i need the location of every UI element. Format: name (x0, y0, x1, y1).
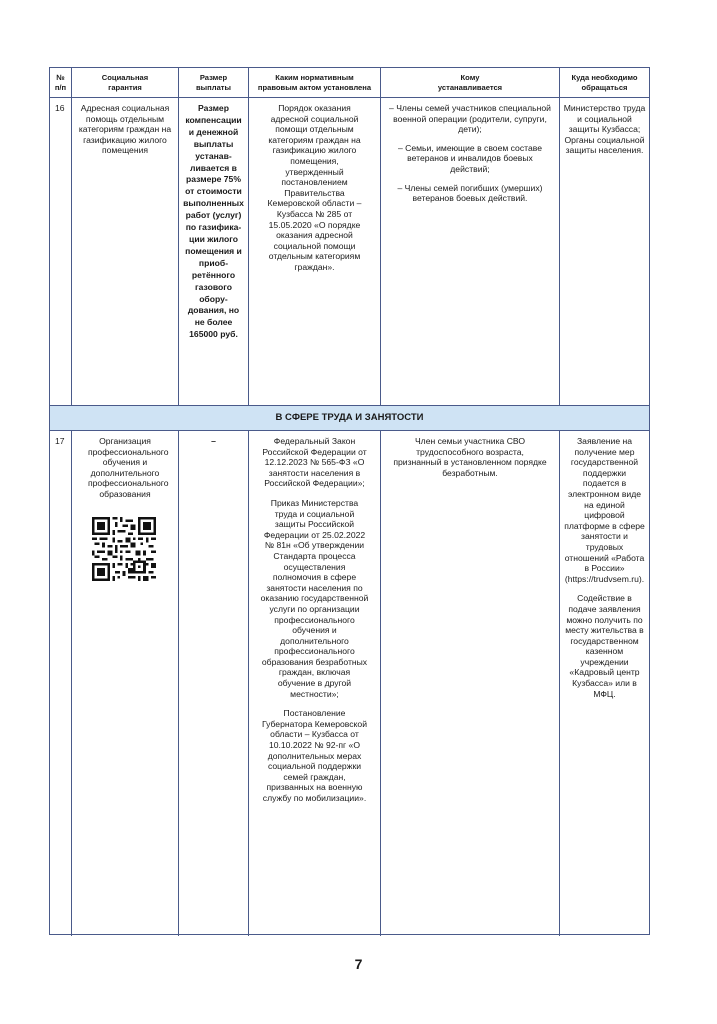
where-paragraph: Заявление на получение мер государственной поддержки подается в электронном виде на единой цифровой платформе в сфере занятости и трудовых отношений «Работа в России» (https://trudvsem.ru). (564, 436, 645, 584)
row16-num: 16 (55, 103, 65, 113)
row16-where: Министерство труда и социальной защиты Кузбасса; Органы социальной защиты населения. (563, 103, 646, 156)
benefits-table (49, 67, 650, 935)
header-num: № п/п (54, 73, 67, 92)
row16-guarantee: Адресная социальная помощь отдельным категориям граждан на газификацию жилого помещения (78, 103, 172, 156)
column-divider (71, 68, 72, 936)
header-act: Каким нормативным правовым актом установлена (257, 73, 372, 92)
header-divider (50, 97, 649, 98)
row16-amount: Размер компенсации и денежной выплаты устанавливается в размере 75% от стоимости выполненных работ (услуг) по газификации жилого помещения и приобретённого газового оборудования, но не более 165000 руб. (183, 103, 244, 340)
whom-item: – Члены семей участников специальной военной операции (родители, супруги, дети); (389, 103, 551, 135)
act-paragraph: Приказ Министерства труда и социальной защиты Российской Федерации от 25.02.2022 № 81н «Об утверждении Стандарта процесса осуществления полномочия в сфере занятости населения по оказанию государственной услуги по организации профессионального обучения и дополнительного профессионального образования безработных граждан, включая обучение в другой местности»; (260, 497, 369, 699)
row17-num: 17 (55, 436, 65, 446)
row17-amount: – (211, 436, 216, 446)
page-number: 7 (354, 956, 363, 972)
row17-whom: Член семьи участника СВО трудоспособного возраста, признанный в установленном порядке безработным. (393, 436, 547, 478)
header-guarantee: Социальная гарантия (101, 73, 149, 92)
row17-act (249, 434, 380, 815)
whom-item: – Семьи, имеющие в своем составе ветеранов и инвалидов боевых действий; (398, 142, 542, 174)
header-amount: Размер выплаты (196, 73, 231, 92)
row17-guarantee: Организация профессионального обучения и дополнительного профессионального образования (88, 436, 169, 499)
row16-act: Порядок оказания адресной социальной помощи отдельным категориям граждан на газификацию жилого помещения, утвержденный постановлением Правительства Кемеровской области – Кузбасса № 285 от 15.05.2020 «О порядке оказания адресной социальной помощи отдельным категориям граждан». (267, 103, 362, 272)
where-paragraph: Содействие в подаче заявления можно получить по месту жительства в государственном казенном учреждении «Кадровый центр Кузбасса» или в МФЦ. (565, 593, 644, 699)
row17-where (560, 434, 649, 710)
header-where: Куда необходимо обращаться (571, 73, 638, 92)
section-heading: В СФЕРЕ ТРУДА И ЗАНЯТОСТИ (50, 405, 649, 431)
qr-code (92, 517, 156, 581)
header-whom: Кому устанавливается (437, 73, 503, 92)
row16-whom (381, 101, 559, 214)
whom-item: – Члены семей погибших (умерших) ветеранов боевых действий. (397, 182, 543, 204)
act-paragraph: Федеральный Закон Российской Федерации от 12.12.2023 № 565-ФЗ «О занятости населения в Российской Федерации»; (262, 436, 367, 489)
act-paragraph: Постановление Губернатора Кемеровской области – Кузбасса от 10.10.2022 № 92-пг «О дополнительных мерах социальной поддержки семей граждан, призванных на военную службу по мобилизации». (262, 708, 367, 803)
